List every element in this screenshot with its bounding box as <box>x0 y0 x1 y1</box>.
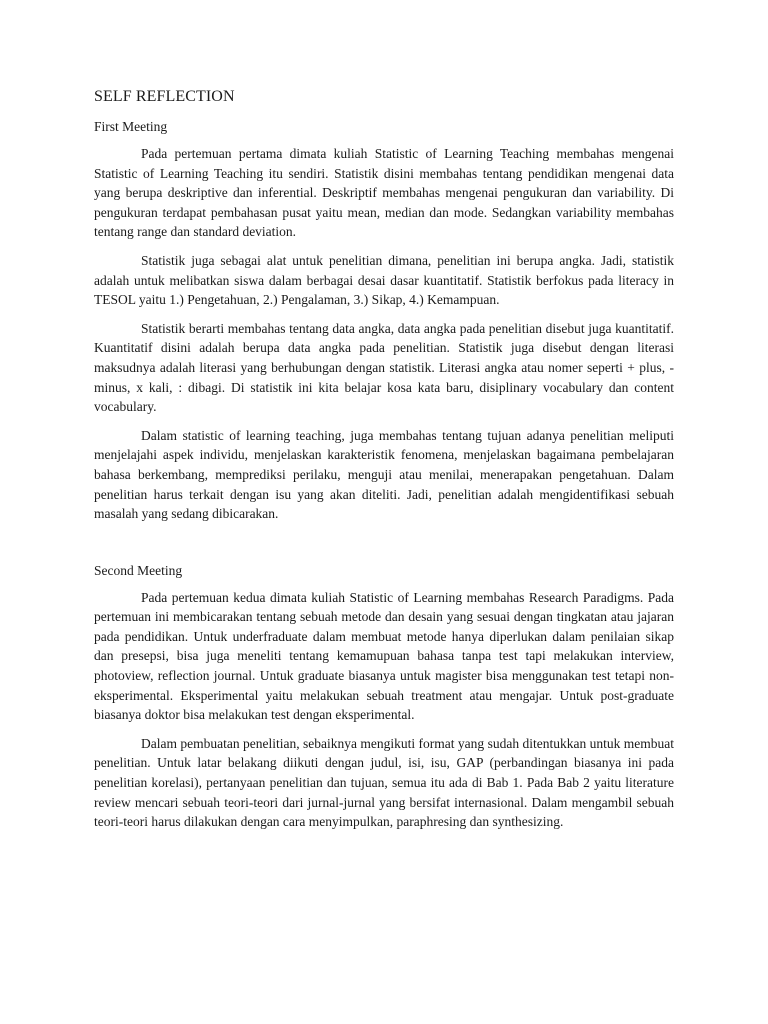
paragraph: Statistik juga sebagai alat untuk penelitian dimana, penelitian ini berupa angka. Jadi, statistik adalah untuk melibatkan siswa dalam berbagai desai dasar kuantitatif. Statistik berfokus pada literacy in TESOL yaitu 1.) Pengetahuan, 2.) Pengalaman, 3.) Sikap, 4.) Kemampuan. <box>94 252 674 308</box>
paragraph: Statistik berarti membahas tentang data angka, data angka pada penelitian disebut juga kuantitatif. Kuantitatif disini adalah berupa data angka pada penelitian. Statistik juga disebut dengan literasi maksudnya adalah literasi yang berhubungan dengan statistik. Literasi angka atau nomer seperti + plus, - minus, x kali, : dibagi. Di statistik ini kita belajar kosa kata baru, disiplinary vocabulary dan content vocabulary. <box>94 320 674 415</box>
section-heading: First Meeting <box>94 119 168 134</box>
section-first-meeting <box>94 119 674 524</box>
paragraph: Pada pertemuan pertama dimata kuliah Statistic of Learning Teaching membahas mengenai Statistic of Learning Teaching itu sendiri. Statistik disini membahas tentang pendidikan mengenai data yang berupa deskriptive dan inferential. Deskriptif membahas mengenai pengukuran dan variability. Di pengukuran terdapat pembahasan pusat yaitu mean, median dan mode. Sedangkan variability membahas tentang range dan standard deviation. <box>94 146 674 240</box>
paragraph: Pada pertemuan kedua dimata kuliah Statistic of Learning membahas Research Paradigms. Pada pertemuan ini membicarakan tentang sebuah metode dan desain yang sesuai dengan tingkatan atau jajaran pada pendidikan. Untuk underfraduate dalam membuat metode hanya diperlukan dalam penilaian sikap dan presepsi, bisa juga meneliti tentang kemamupuan bahasa tanpa test tapi melakukan interview, photoview, reflection journal. Untuk graduate biasanya untuk magister bisa menggunakan test tetapi non-eksperimental. Eksperimental yaitu melakukan sebuah treatment atau mengajar. Untuk post-graduate biasanya doktor bisa melakukan test dengan eksperimental. <box>94 589 674 723</box>
section-spacer <box>94 533 674 563</box>
paragraph: Dalam statistic of learning teaching, juga membahas tentang tujuan adanya penelitian meliputi menjelajahi aspek individu, menjelaskan karakteristik fenomena, menjelaskan bagaimana pembelajaran bahasa berkembang, memprediksi perilaku, menguji atau menilai, menerapakan pengetahuan. Dalam penelitian harus terkait dengan isu yang akan diteliti. Jadi, penelitian adalah mengidentifikasi sebuah masalah yang sedang dibicarakan. <box>94 427 674 522</box>
paragraph: Dalam pembuatan penelitian, sebaiknya mengikuti format yang sudah ditentukkan untuk membuat penelitian. Untuk latar belakang diikuti dengan judul, isi, isu, GAP (perbandingan biasanya ini pada penelitian korelasi), pertanyaan penelitian dan tujuan, semua itu ada di Bab 1. Pada Bab 2 yaitu literature review mencari sebuah teori-teori dari jurnal-jurnal yang bersifat internasional. Dalam mengambil sebuah teori-teori harus dilakukan dengan cara menyimpulkan, paraphresing dan synthesizing. <box>94 735 674 830</box>
document-page <box>94 88 674 841</box>
section-heading: Second Meeting <box>94 562 183 578</box>
section-second-meeting <box>94 563 674 832</box>
document-title: SELF REFLECTION <box>94 88 235 105</box>
